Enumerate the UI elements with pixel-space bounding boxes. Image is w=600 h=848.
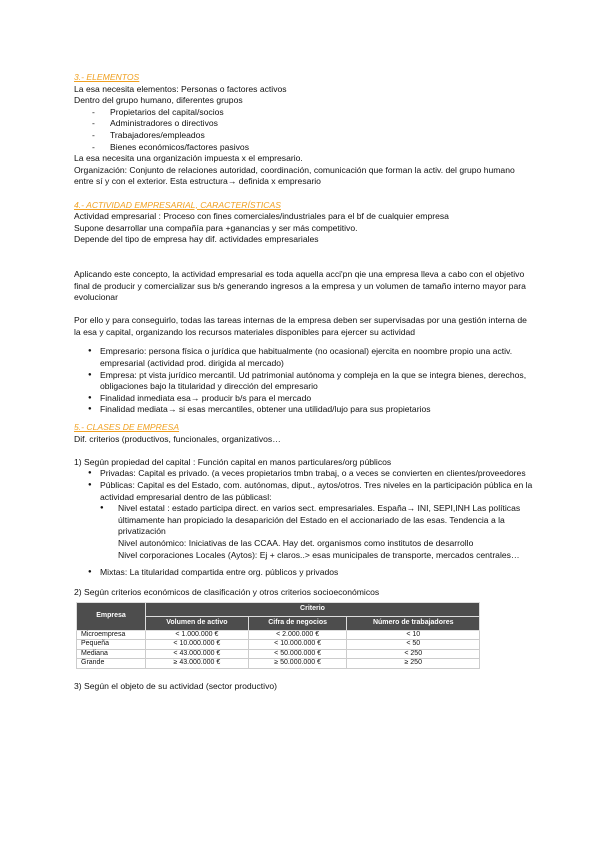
- list-item: [100, 503, 534, 561]
- list-item: - Propietarios del capital/socios: [92, 107, 534, 119]
- nivel-estatal: ● Nivel estatal : estado participa direct. en varios sect. empresariales. España→ INI, SEPI,INH Las políticas últimamente han propiciado la desaparición del Estado en el accionariado de las esas. Tendencia a la privatización: [118, 503, 521, 537]
- list-item: ● Privadas: Capital es privado. (a veces propietarios tmbn trabaj, o a veces se convierten en clientes/proveedores: [88, 468, 534, 480]
- criteria-table: [76, 602, 480, 669]
- table-cell: < 1.000.000 €: [146, 630, 249, 640]
- s5-criterion-3: 3) Según el objeto de su actividad (sector productivo): [74, 680, 278, 691]
- table-cell: < 10.000.000 €: [248, 640, 347, 650]
- table-header: Empresa: [77, 603, 146, 630]
- table-row: [77, 649, 480, 659]
- table-header: Volumen de activo: [146, 616, 249, 630]
- table-cell: < 50.000.000 €: [248, 649, 347, 659]
- table-cell: Pequeña: [77, 640, 146, 650]
- table-cell: ≥ 250: [347, 659, 480, 669]
- list-item: - Trabajadores/empleados: [92, 130, 534, 142]
- section-5-title: 5.- CLASES DE EMPRESA: [74, 422, 180, 433]
- table-cell: ≥ 50.000.000 €: [248, 659, 347, 669]
- table-cell: < 50: [347, 640, 480, 650]
- table-cell: < 2.000.000 €: [248, 630, 347, 640]
- section-4-title: 4.- ACTIVIDAD EMPRESARIAL, CARACTERÍSTICAS: [74, 199, 281, 210]
- list-item: ● Empresa: pt vista jurídico mercantil. Ud patrimonial autónoma y compleja en la que se integra bienes, derechos, obligaciones bajo la titularidad y dirección del empresario: [88, 370, 534, 393]
- list-item: ● Mixtas: La titularidad compartida entre org. públicos y privados: [88, 567, 534, 579]
- s4-p4: Aplicando este concepto, la actividad empresarial es toda aquella acci'pn qie una empresa lleva a cabo con el objetivo final de producir y comercializar sus b/s generando ingresos a la empresa y un volumen de tamaño interno mayor para evolucionar: [74, 268, 526, 303]
- s4-p3: Depende del tipo de empresa hay dif. actividades empresariales: [74, 234, 319, 245]
- list-item: ● Finalidad mediata→ si esas mercantiles, obtener una utilidad/lujo para sus propietarios: [88, 404, 534, 416]
- s5-criterion-1: 1) Según propiedad del capital : Función capital en manos particulares/org públicos: [74, 456, 392, 467]
- table-cell: ≥ 43.000.000 €: [146, 659, 249, 669]
- document-page: [74, 72, 534, 693]
- s4-p2: Supone desarrollar una compañía para +ganancias y ser más competitivo.: [74, 222, 358, 233]
- table-row: [77, 659, 480, 669]
- table-header: Cifra de negocios: [248, 616, 347, 630]
- s3-p4: Organización: Conjunto de relaciones autoridad, coordinación, comunicación que forman la activ. del grupo humano entre sí y con el exterior. Esta estructura→ definida x empresario: [74, 164, 515, 187]
- table-cell: Grande: [77, 659, 146, 669]
- table-cell: < 10.000.000 €: [146, 640, 249, 650]
- list-item: ● Empresario: persona física o jurídica que habitualmente (no ocasional) ejercita en noombre propio una activ. empresarial (actividad prod. dirigida al mercado): [88, 346, 534, 369]
- s3-p3: La esa necesita una organización impuesta x el empresario.: [74, 153, 303, 164]
- list-item: ● Finalidad inmediata esa→ producir b/s para el mercado: [88, 393, 534, 405]
- list-item: [88, 480, 534, 561]
- s5-mixtas: [74, 567, 534, 579]
- s3-p1: La esa necesita elementos: Personas o factores activos: [74, 83, 287, 94]
- s5-intro: Dif. criterios (productivos, funcionales, organizativos…: [74, 433, 281, 444]
- publicas-text: Públicas: Capital es del Estado, com. autónomas, diput., aytos/otros. Tres niveles en la participación pública en la actividad empresarial dentro de las públicasl:: [100, 480, 533, 502]
- nivel-autonomico: Nivel autonómico: Iniciativas de las CCAA. Hay det. organismos como institutos de desarrollo: [118, 537, 474, 548]
- s5-criterion-2: 2) Según criterios económicos de clasificación y otros criterios socioeconómicos: [74, 586, 380, 597]
- levels-list: [100, 503, 534, 561]
- s4-p5: Por ello y para conseguirlo, todas las tareas internas de la empresa deben ser supervisadas por una gestión interna de la esa y capital, organizando los recursos materiales disponibles para ejercer su actividad: [74, 315, 527, 337]
- s4-bullets: [74, 346, 534, 416]
- table-row: [77, 640, 480, 650]
- s4-p1: Actividad empresarial : Proceso con fines comerciales/industriales para el bf de cualquier empresa: [74, 211, 449, 222]
- table-cell: < 250: [347, 649, 480, 659]
- table-cell: Mediana: [77, 649, 146, 659]
- table-cell: < 10: [347, 630, 480, 640]
- table-header: Número de trabajadores: [347, 616, 480, 630]
- list-item: - Bienes económicos/factores pasivos: [92, 142, 534, 154]
- table-row: [77, 630, 480, 640]
- s3-list: [74, 107, 534, 153]
- table-header: Criterio: [146, 603, 480, 617]
- table-cell: Microempresa: [77, 630, 146, 640]
- nivel-local: Nivel corporaciones Locales (Aytos): Ej + claros..> esas municipales de transporte, mercados centrales…: [118, 549, 520, 560]
- section-3-title: 3.- ELEMENTOS: [74, 72, 140, 82]
- s3-p2: Dentro del grupo humano, diferentes grupos: [74, 95, 243, 106]
- s5-bullets: [74, 468, 534, 561]
- table-cell: < 43.000.000 €: [146, 649, 249, 659]
- list-item: - Administradores o directivos: [92, 118, 534, 130]
